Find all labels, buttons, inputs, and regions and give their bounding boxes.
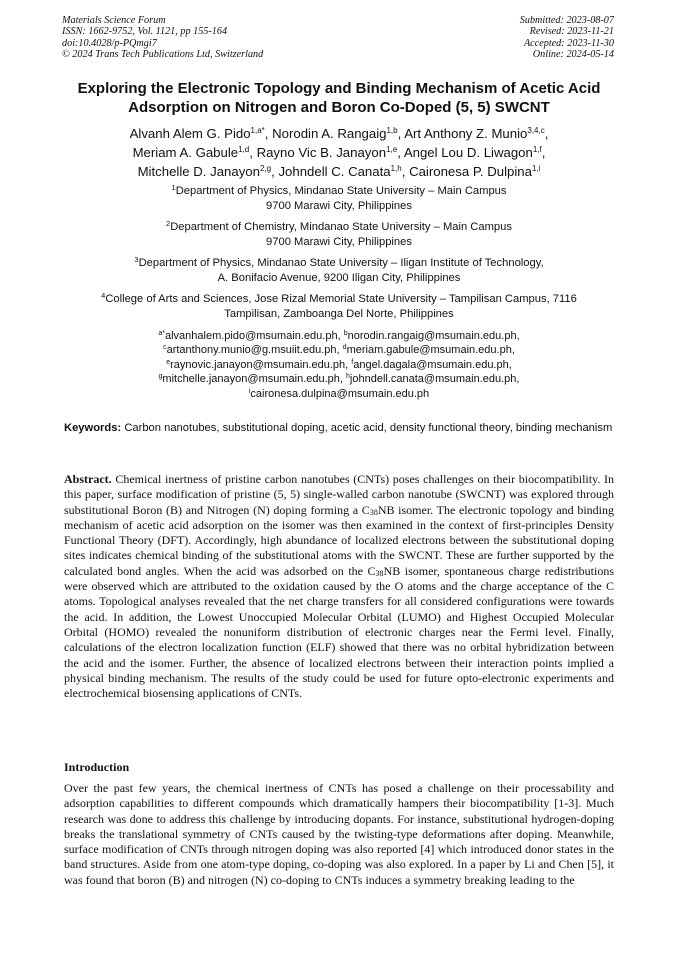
journal-header-left [62, 15, 263, 60]
submitted-date: Submitted: 2023-08-07 [519, 15, 614, 26]
introduction-heading: Introduction [64, 760, 130, 774]
author-5: Rayno Vic B. Janayon$^{1,e}$, [256, 145, 404, 160]
author-3: Art Anthony Z. Munio$^{3,4,c}$, [404, 126, 549, 141]
doi-line: doi:10.4028/p-PQmgi7 [62, 37, 157, 49]
email-i[interactable]: $^i$caironesa.dulpina@msumain.edu.ph [248, 387, 430, 400]
email-list: $^{a*}$alvanhalem.pido@msumain.edu.ph, $^b$norodin.rangaig@msumain.edu.ph, $^c$artanthony.munio@g.msuiit.edu.ph, $^d$meriam.gabule@msumain.edu.ph, $^e$raynovic.janayon@msumain.edu.ph, $^f$angel.dagala@msumain.edu.ph, $^g$mitchelle.janayon@msumain.edu.ph, $^h$johndell.canata@msumain.edu.ph, $^i$caironesa.dulpina@msumain.edu.ph [158, 330, 520, 400]
affiliation-1: $^1$Department of Physics, Mindanao State University – Main Campus 9700 Marawi City, Philippines [171, 183, 507, 212]
author-4: Meriam A. Gabule$^{1,d}$, [132, 145, 257, 160]
revised-date: Revised: 2023-11-21 [529, 26, 614, 38]
affiliation-2: $^2$Department of Chemistry, Mindanao State University – Main Campus 9700 Marawi City, Philippines [166, 219, 512, 248]
paper-title: Exploring the Electronic Topology and Binding Mechanism of Acetic Acid Adsorption on Nitrogen and Boron Co-Doped (5, 5) SWCNT [77, 80, 601, 116]
email-d[interactable]: $^d$meriam.gabule@msumain.edu.ph [342, 344, 512, 357]
introduction-text: Over the past few years, the chemical inertness of CNTs has posed a challenge on their processability and adsorption capabilities to different compounds which dramatically hampers their biocompatibility [1-3]. Much research was done to address this challenge by introducing dopants. For instance, substitutional hydrogen-doping breaks the translational symmetry of CNTs caused by the twisting-type deformations after doping. Meanwhile, surface modification of CNTs through nitrogen doping was also reported [4] which introduced donor states in the band structures. Aside from one atom-type doping, co-doping was also explored. In a paper by Li and Chen [5], it was found that boron (B) and nitrogen (N) co-doping to CNTs induces a symmetry breaking leading to the [64, 781, 614, 887]
email-c[interactable]: $^c$artanthony.munio@g.msuiit.edu.ph [163, 344, 337, 357]
email-h[interactable]: $^h$johndell.canata@msumain.edu.ph [346, 373, 517, 386]
affiliation-4: $^4$College of Arts and Sciences, Jose Rizal Memorial State University – Tampilisan Campus, 7116 Tampilisan, Zamboanga Del Norte, Philippines [101, 291, 577, 320]
abstract-text-3: NB isomer, spontaneous charge redistributions were observed which are attributed to the oxidation caused by the O atoms and the charge acceptance of the C atoms. Topological analyses revealed that the net charge transfers for all considered configurations were towards the acid. In addition, the Lowest Unoccupied Molecular Orbital (LUMO) and Highest Occupied Molecular Orbital (HOMO) revealed the nonuniform distribution of electronic charges near the Fermi level. Finally, calculations of the electron localization function (ELF) showed that there was no orbital hybridization between the acid and the isomer. Further, the absence of localized electrons between their interaction points implied a physical binding mechanism. The results of the study could be used for future opto-electronic experiments and electrochemical biosensing applications of CNTs. [64, 563, 614, 701]
email-g[interactable]: $^g$mitchelle.janayon@msumain.edu.ph [158, 373, 340, 386]
abstract-text-1: Chemical inertness of pristine carbon nanotubes (CNTs) poses challenges on their biocompatibility. In this paper, surface modification of pristine (5, 5) single-walled carbon nanotube (SWCNT) was explored through substitutional Boron (B) and Nitrogen (N) doping forming a C [64, 472, 614, 517]
email-e[interactable]: $^e$raynovic.janayon@msumain.edu.ph [166, 358, 346, 371]
online-date: Online: 2024-05-14 [532, 48, 614, 60]
author-9: Caironesa P. Dulpina$^{1,i}$ [409, 164, 541, 179]
affiliation-3: $^3$Department of Physics, Mindanao State University – Iligan Institute of Technology, A. Bonifacio Avenue, 9200 Iligan City, Philippines [134, 255, 544, 284]
keywords-text: Carbon nanotubes, substitutional doping, acetic acid, density functional theory, binding mechanism [124, 422, 613, 434]
accepted-date: Accepted: 2023-11-30 [523, 37, 614, 49]
author-list [40, 124, 638, 181]
email-f[interactable]: $^f$angel.dagala@msumain.edu.ph [351, 358, 509, 371]
journal-name: Materials Science Forum [62, 15, 166, 26]
keywords-label: Keywords: [64, 422, 122, 434]
author-8: Johndell C. Canata$^{1,h}$, [278, 164, 410, 179]
issn-line: ISSN: 1662-9752, Vol. 1121, pp 155-164 [62, 26, 228, 38]
abstract: Abstract. Chemical inertness of pristine carbon nanotubes (CNTs) poses challenges on their biocompatibility. In this paper, surface modification of pristine (5, 5) single-walled carbon nanotube (SWCNT) was explored through substitutional Boron (B) and Nitrogen (N) doping forming a $C_{38}NB$ isomer. The electronic topology and binding mechanism of acetic acid adsorption on the isomer was then examined in the context of first-principles Density Functional Theory (DFT). Accordingly, high abundance of localized electrons between the substitutional doping sites indicates chemical binding of the substitutional atoms with the SWCNT. These are further supported by the calculated bond angles. When the acid was adsorbed on the $C_{38}NB$ isomer, spontaneous charge redistributions were observed which are attributed to the oxidation caused by the O atoms and the charge acceptance of the C atoms. Topological analyses revealed that the net charge transfers for all considered configurations were towards the acid. In addition, the Lowest Unoccupied Molecular Orbital (LUMO) and Highest Occupied Molecular Orbital (HOMO) revealed the nonuniform distribution of electronic charges near the Fermi level. Finally, calculations of the electron localization function (ELF) showed that there was no orbital hybridization between the acid and the isomer. Further, the absence of localized electrons between their interaction points implied a physical binding mechanism. The results of the study could be used for future opto-electronic experiments and electrochemical biosensing applications of CNTs. [64, 472, 614, 701]
keywords [64, 421, 616, 436]
abstract-label: Abstract. [64, 472, 112, 486]
email-a[interactable]: $^{a*}$alvanhalem.pido@msumain.edu.ph [158, 330, 338, 342]
author-2: Norodin A. Rangaig$^{1,b}$, [272, 126, 405, 141]
email-b[interactable]: $^b$norodin.rangaig@msumain.edu.ph [343, 330, 517, 342]
journal-header-right [520, 15, 614, 60]
author-7: Mitchelle D. Janayon$^{2,g}$, [137, 164, 279, 179]
author-6: Angel Lou D. Liwagon$^{1,f}$, [403, 145, 546, 160]
abstract-text-2: NB isomer. The electronic topology and binding mechanism of acetic acid adsorption on the isomer was then examined in the context of first-principles Density Functional Theory (DFT). Accordingly, high abundance of localized electrons between the substitutional doping sites indicates chemical binding of the substitutional atoms with the SWCNT. These are further supported by the calculated bond angles. When the acid was adsorbed on the C [64, 502, 614, 578]
copyright-line: © 2024 Trans Tech Publications Ltd, Switzerland [62, 48, 264, 60]
author-1: Alvanh Alem G. Pido$^{1,a*}$, [129, 126, 273, 141]
